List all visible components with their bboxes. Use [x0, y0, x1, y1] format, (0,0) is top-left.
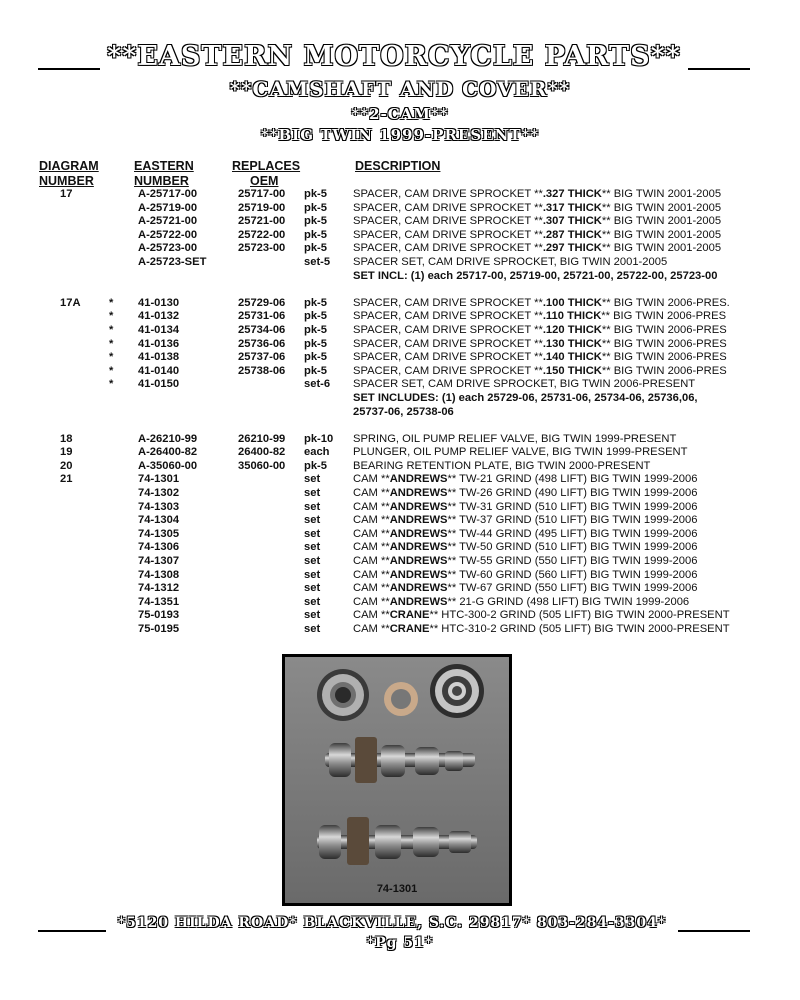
- description-cell: SPACER, CAM DRIVE SPROCKET **.287 THICK** BIG TWIN 2001-2005: [353, 228, 722, 241]
- description-cell: CAM **ANDREWS** 21-G GRIND (498 LIFT) BIG TWIN 1999-2006: [353, 595, 690, 608]
- oem-number-cell: 26210-99: [238, 432, 286, 445]
- diagram-number-cell: 17A: [60, 296, 81, 309]
- table-row: [0, 351, 800, 365]
- spacer-ring: [384, 682, 418, 716]
- eastern-number-cell: A-26210-99: [138, 432, 198, 445]
- oem-number-cell: 25738-06: [238, 364, 286, 377]
- table-row: [0, 378, 800, 392]
- pack-unit-cell: set: [304, 555, 321, 568]
- pack-unit-cell: pk-5: [304, 459, 328, 472]
- eastern-number-cell: 74-1351: [138, 595, 180, 608]
- description-cell: CAM **ANDREWS** TW-55 GRIND (550 LIFT) BIG TWIN 1999-2006: [353, 555, 698, 568]
- eastern-number-cell: 41-0138: [138, 351, 180, 364]
- description-cell: SPACER, CAM DRIVE SPROCKET **.317 THICK** BIG TWIN 2001-2005: [353, 201, 722, 214]
- eastern-number-cell: 74-1302: [138, 487, 180, 500]
- pack-unit-cell: pk-5: [304, 228, 328, 241]
- table-row: [0, 528, 800, 542]
- table-row: [0, 541, 800, 555]
- product-photo: [282, 654, 512, 906]
- table-row: [0, 215, 800, 229]
- table-row: [0, 596, 800, 610]
- pack-unit-cell: pk-5: [304, 242, 328, 255]
- oem-number-cell: 25717-00: [238, 188, 286, 200]
- table-row: [0, 324, 800, 338]
- description-cell: SPACER SET, CAM DRIVE SPROCKET, BIG TWIN 2006-PRESENT: [353, 378, 696, 391]
- table-row: [0, 338, 800, 352]
- diagram-number-cell: 19: [60, 446, 73, 459]
- pack-unit-cell: set: [304, 595, 321, 608]
- roller-bearing: [317, 669, 369, 721]
- oem-number-cell: 25736-06: [238, 337, 286, 350]
- pack-unit-cell: set: [304, 582, 321, 595]
- oem-number-cell: 26400-82: [238, 446, 286, 459]
- table-row: [0, 297, 800, 311]
- title-row: [38, 40, 750, 74]
- description-cell: SPACER, CAM DRIVE SPROCKET **.100 THICK** BIG TWIN 2006-PRES.: [353, 296, 730, 309]
- eastern-number-cell: A-25719-00: [138, 201, 198, 214]
- table-row: [0, 501, 800, 515]
- set-includes-note: [0, 392, 800, 406]
- description-cell: CAM **ANDREWS** TW-44 GRIND (495 LIFT) BIG TWIN 1999-2006: [353, 527, 698, 540]
- pack-unit-cell: set: [304, 541, 321, 554]
- eastern-number-cell: A-25722-00: [138, 228, 198, 241]
- eastern-number-cell: 74-1308: [138, 568, 180, 581]
- pack-unit-cell: pk-5: [304, 296, 328, 309]
- eastern-number-cell: A-25717-00: [138, 188, 198, 200]
- new-item-marker: *: [109, 337, 114, 350]
- description-cell: SPACER, CAM DRIVE SPROCKET **.327 THICK** BIG TWIN 2001-2005: [353, 188, 722, 200]
- title-rule-right: [688, 68, 750, 70]
- eastern-number-cell: 74-1303: [138, 500, 180, 513]
- table-spacer: [0, 419, 800, 433]
- new-item-marker: *: [109, 351, 114, 364]
- eastern-number-cell: 41-0150: [138, 378, 180, 391]
- camshaft-photo-illustration: [285, 657, 509, 903]
- table-row: [0, 473, 800, 487]
- pack-unit-cell: set-6: [304, 378, 331, 391]
- table-spacer: [0, 283, 800, 297]
- eastern-number-cell: 74-1312: [138, 582, 180, 595]
- description-cell: SPACER SET, CAM DRIVE SPROCKET, BIG TWIN 2001-2005: [353, 255, 668, 268]
- pack-unit-cell: set: [304, 568, 321, 581]
- pack-unit-cell: set: [304, 500, 321, 513]
- pack-unit-cell: set: [304, 514, 321, 527]
- pack-unit-cell: set: [304, 609, 321, 622]
- set-includes-note: [0, 270, 800, 284]
- page-number: *Pg 51*: [366, 935, 434, 951]
- table-row: [0, 514, 800, 528]
- new-item-marker: *: [109, 323, 114, 336]
- table-row: [0, 609, 800, 623]
- table-row: [0, 433, 800, 447]
- oem-number-cell: 25723-00: [238, 242, 286, 255]
- eastern-number-cell: 75-0193: [138, 609, 180, 622]
- table-row: [0, 555, 800, 569]
- pack-unit-cell: set: [304, 527, 321, 540]
- footer-address: *5120 HILDA ROAD* BLACKVILLE, S.C. 29817* 803-284-3304*: [117, 915, 667, 931]
- diagram-number-cell: 20: [60, 459, 73, 472]
- eastern-number-cell: 41-0130: [138, 296, 180, 309]
- page-title: **EASTERN MOTORCYCLE PARTS**: [107, 41, 681, 72]
- description-cell: CAM **CRANE** HTC-310-2 GRIND (505 LIFT) BIG TWIN 2000-PRESENT: [353, 623, 730, 635]
- diagram-number-cell: 17: [60, 188, 73, 200]
- col-header-diagram-2: NUMBER: [39, 174, 94, 188]
- pack-unit-cell: pk-5: [304, 188, 328, 200]
- footer-row: [38, 912, 750, 934]
- table-row: [0, 365, 800, 379]
- new-item-marker: *: [109, 364, 114, 377]
- eastern-number-cell: 74-1306: [138, 541, 180, 554]
- pack-unit-cell: pk-5: [304, 310, 328, 323]
- pack-unit-cell: pk-5: [304, 337, 328, 350]
- table-row: [0, 623, 800, 637]
- section-subtitle: **2-CAM**: [351, 105, 449, 123]
- title-rule-left: [38, 68, 100, 70]
- photo-caption: 74-1301: [376, 883, 418, 895]
- oem-number-cell: 25719-00: [238, 201, 286, 214]
- pack-unit-cell: set: [304, 623, 321, 635]
- description-cell: SPACER, CAM DRIVE SPROCKET **.297 THICK** BIG TWIN 2001-2005: [353, 242, 722, 255]
- col-header-replaces: REPLACES: [232, 159, 301, 173]
- description-cell: SPACER, CAM DRIVE SPROCKET **.307 THICK** BIG TWIN 2001-2005: [353, 215, 722, 228]
- description-cell: SPACER, CAM DRIVE SPROCKET **.120 THICK** BIG TWIN 2006-PRES: [353, 323, 727, 336]
- eastern-number-cell: 74-1301: [138, 473, 180, 486]
- eastern-number-cell: 41-0136: [138, 337, 180, 350]
- ball-bearing: [430, 664, 484, 718]
- section-title: **CAMSHAFT AND COVER**: [229, 77, 571, 101]
- col-header-eastern-2: NUMBER: [134, 174, 189, 188]
- description-cell: CAM **ANDREWS** TW-31 GRIND (510 LIFT) BIG TWIN 1999-2006: [353, 500, 698, 513]
- new-item-marker: *: [109, 310, 114, 323]
- eastern-number-cell: A-25723-00: [138, 242, 198, 255]
- new-item-marker: *: [109, 378, 114, 391]
- eastern-number-cell: 74-1307: [138, 555, 180, 568]
- description-cell: CAM **ANDREWS** TW-60 GRIND (560 LIFT) BIG TWIN 1999-2006: [353, 568, 698, 581]
- table-row: [0, 569, 800, 583]
- oem-number-cell: 25722-00: [238, 228, 286, 241]
- table-row: [0, 460, 800, 474]
- oem-number-cell: 25729-06: [238, 296, 286, 309]
- eastern-number-cell: A-26400-82: [138, 446, 198, 459]
- table-row: [0, 229, 800, 243]
- description-cell: CAM **ANDREWS** TW-67 GRIND (550 LIFT) BIG TWIN 1999-2006: [353, 582, 698, 595]
- description-cell: SPRING, OIL PUMP RELIEF VALVE, BIG TWIN 1999-PRESENT: [353, 432, 677, 445]
- col-header-oem: OEM: [250, 174, 279, 188]
- model-range-title: **BIG TWIN 1999-PRESENT**: [260, 126, 540, 144]
- table-row: [0, 582, 800, 596]
- footer-rule-right: [678, 930, 750, 932]
- eastern-number-cell: 75-0195: [138, 623, 180, 635]
- oem-number-cell: 35060-00: [238, 459, 286, 472]
- set-includes-note: [0, 406, 800, 420]
- description-cell: BEARING RETENTION PLATE, BIG TWIN 2000-PRESENT: [353, 459, 651, 472]
- col-header-diagram: DIAGRAM: [39, 159, 99, 173]
- description-cell: CAM **ANDREWS** TW-50 GRIND (510 LIFT) BIG TWIN 1999-2006: [353, 541, 698, 554]
- table-row: [0, 242, 800, 256]
- description-cell: SPACER, CAM DRIVE SPROCKET **.130 THICK** BIG TWIN 2006-PRES: [353, 337, 727, 350]
- pack-unit-cell: pk-5: [304, 323, 328, 336]
- description-cell: SPACER, CAM DRIVE SPROCKET **.110 THICK** BIG TWIN 2006-PRES: [353, 310, 727, 323]
- col-header-description: DESCRIPTION: [355, 159, 441, 173]
- pack-unit-cell: each: [304, 446, 330, 459]
- eastern-number-cell: A-25723-SET: [138, 255, 207, 268]
- pack-unit-cell: set: [304, 473, 321, 486]
- description-cell: CAM **ANDREWS** TW-37 GRIND (510 LIFT) BIG TWIN 1999-2006: [353, 514, 698, 527]
- table-row: [0, 446, 800, 460]
- table-row: [0, 310, 800, 324]
- description-cell: CAM **CRANE** HTC-300-2 GRIND (505 LIFT) BIG TWIN 2000-PRESENT: [353, 609, 730, 622]
- eastern-number-cell: 41-0132: [138, 310, 180, 323]
- description-cell: 25737-06, 25738-06: [353, 405, 454, 418]
- pack-unit-cell: pk-5: [304, 364, 328, 377]
- eastern-number-cell: 74-1304: [138, 514, 180, 527]
- oem-number-cell: 25737-06: [238, 351, 286, 364]
- pack-unit-cell: pk-5: [304, 215, 328, 228]
- eastern-number-cell: 41-0140: [138, 364, 180, 377]
- diagram-number-cell: 21: [60, 473, 73, 486]
- pack-unit-cell: set-5: [304, 255, 331, 268]
- pack-unit-cell: pk-10: [304, 432, 334, 445]
- pack-unit-cell: pk-5: [304, 201, 328, 214]
- pack-unit-cell: set: [304, 487, 321, 500]
- footer-rule-left: [38, 930, 106, 932]
- table-row: [0, 256, 800, 270]
- eastern-number-cell: 41-0134: [138, 323, 180, 336]
- col-header-eastern: EASTERN: [134, 159, 194, 173]
- oem-number-cell: 25734-06: [238, 323, 286, 336]
- description-cell: SPACER, CAM DRIVE SPROCKET **.140 THICK** BIG TWIN 2006-PRES: [353, 351, 727, 364]
- eastern-number-cell: A-25721-00: [138, 215, 198, 228]
- oem-number-cell: 25731-06: [238, 310, 286, 323]
- description-cell: SPACER, CAM DRIVE SPROCKET **.150 THICK** BIG TWIN 2006-PRES: [353, 364, 727, 377]
- description-cell: CAM **ANDREWS** TW-26 GRIND (490 LIFT) BIG TWIN 1999-2006: [353, 487, 698, 500]
- description-cell: CAM **ANDREWS** TW-21 GRIND (498 LIFT) BIG TWIN 1999-2006: [353, 473, 698, 486]
- pack-unit-cell: pk-5: [304, 351, 328, 364]
- parts-table: [0, 188, 800, 637]
- oem-number-cell: 25721-00: [238, 215, 286, 228]
- diagram-number-cell: 18: [60, 432, 73, 445]
- description-cell: SET INCL: (1) each 25717-00, 25719-00, 25721-00, 25722-00, 25723-00: [353, 269, 718, 282]
- description-cell: PLUNGER, OIL PUMP RELIEF VALVE, BIG TWIN 1999-PRESENT: [353, 446, 688, 459]
- table-row: [0, 487, 800, 501]
- table-row: [0, 188, 800, 202]
- table-row: [0, 202, 800, 216]
- description-cell: SET INCLUDES: (1) each 25729-06, 25731-06, 25734-06, 25736,06,: [353, 391, 698, 404]
- eastern-number-cell: 74-1305: [138, 527, 180, 540]
- new-item-marker: *: [109, 296, 114, 309]
- eastern-number-cell: A-35060-00: [138, 459, 198, 472]
